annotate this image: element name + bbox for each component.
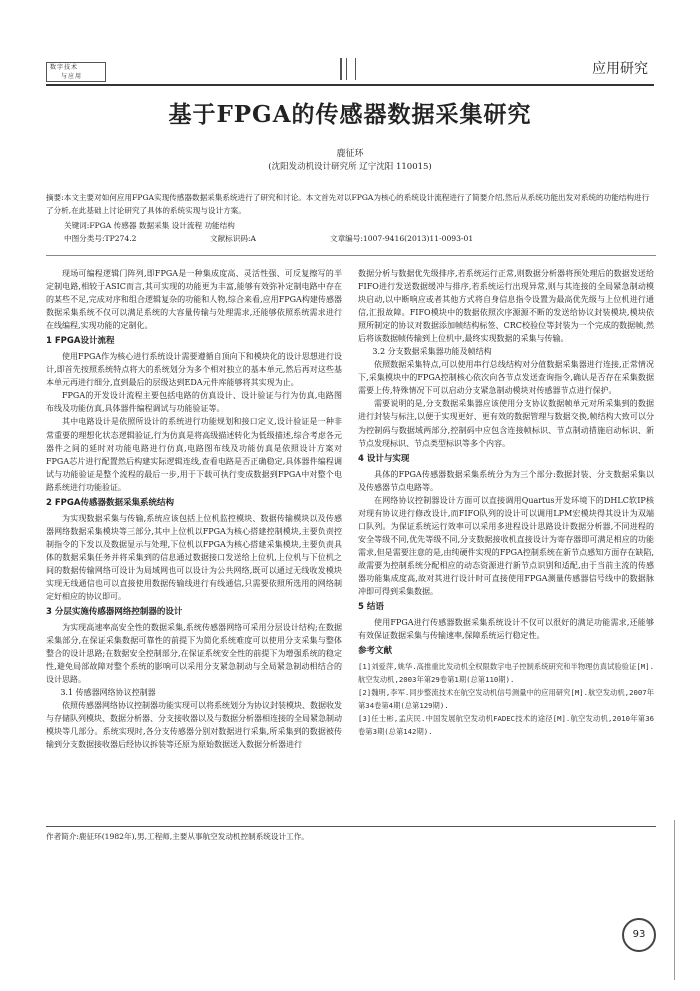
section-heading: 1 FPGA设计流程 [46,336,115,347]
author-affiliation: (沈阳发动机设计研究所 辽宁沈阳 110015) [268,162,432,172]
left-column [46,267,342,752]
reference-list [358,660,654,738]
paragraph: 为实现高速率高安全性的数据采集,系统传感器网络可采用分层设计结构;在数据采集部分,在保证采集数据可靠性的前提下为简化系统难度可以使用分支采集与整体整合的设计思路;在数据安全控制部分,在保证系统安全性的前提下为增强系统的稳定性,避免局部故障对整个系统的影响可以采用分支紧急制动与全局紧急制动相结合的设计思路。 [46,623,342,685]
author-name: 鹿征环 [336,149,364,159]
margin-rule [674,820,675,980]
paragraph: 使用FPGA作为核心进行系统设计需要遵循自顶向下和模块化的设计思想进行设计,即首先按照系统特点将大的系统划分为多个相对独立的基本单元,然后再对这些基本单元再进行细分,直到最后的层级达到EDA元件库能够将其实现为止。 [46,352,342,388]
paragraph: 为实现数据采集与传输,系统应该包括上位机监控模块、数据传输模块以及传感器网络数据采集模块等三部分,其中上位机以FPGA为核心搭建控制模块,主要负责控制指令的下发以及数据显示与处理,下位机以FPGA为核心搭建采集模块,主要负责具体的数据采集任务并将采集到的信息通过数据接口发送给上位机,上位机与下位机之间的数据传输网络可设计为局域网也可以设计为公共网络,既可以通过无线收发模块实现无线通信也可以直接使用数据传输线进行有线通信,只需要依照所选用的网络制定好相应的协议即可。 [46,513,342,602]
paragraph: 在网络协议控制器设计方面可以直接调用Quartus开发环境下的DHLC软IP核对现有协议进行修改设计,而FIFO队列的设计可以调用LPM宏模块得其设计为双端口队列。为保证系统运行效率可以采用多进程设计思路设计数据分析器,不同进程的安全等级不同,优先等级不同,分支数据接收机直接设计为寄存器即可满足相应的功能需求,但是需要注意的是,由纯硬件实现的FPGA控制系统在新节点感知方面存在缺陷,故需要为控制系统分配相应的动态资源进行新节点识别和适配,由于当前主流的传感器功能集成度高,故对其进行设计时可直接使用FPGA测量传感器信号线中的数据脉冲即可得到采集数据。 [358,495,654,597]
journal-logo-line2: 与应用 [61,73,83,80]
page-number: 93 [632,929,646,940]
reference-item: [2]魏明,李军.同步整流技术在航空发动机信号测量中的应用研究[M].航空发动机,2007年第34卷第4期(总第129期). [358,688,654,711]
paragraph: 需要说明的是,分支数据采集器应该使用分支协议数据帧单元对所采集到的数据进行封装与标注,以便于实现更好、更有效的数据管理与数据交换,帧结构大致可以分为控制码与数据域两部分,控制码中应包含连接帧标识、节点制动措施启动标识、新节点发现标识、节点类型标识等多个内容。 [358,399,654,448]
section-label: 应用研究 [592,61,648,77]
section-heading: 参考文献 [358,646,393,657]
paragraph: 其中电路设计是依照所设计的系统进行功能规划和接口定义,设计验证是一种非常重要的理想化状态逻辑验证,行为仿真是将高级描述转化为低级描述,综合考虑各元器件之间的延时对功能电路进行仿真,电路图布线及功能仿真是依照设计方案对FPGA芯片进行配置然后构建实际逻辑连线,查看电路是否正确稳定,具体器件编程调试与功能验证是整个流程的最后一步,用于下载可执行变成数据到FPGA中对整个电路系统进行功能验证。 [46,417,342,492]
reference-item: [3]任士彬,孟庆民.中国发展航空发动机FADEC技术的途径[M].航空发动机,2010年第36卷第3期(总第142期). [358,714,654,737]
abstract-separator [46,255,656,256]
page-number-badge [622,918,656,952]
author-footnote: 作者简介:鹿征环(1982年),男,工程师,主要从事航空发动机控制系统设计工作。 [46,832,309,841]
paragraph: 数据分析与数据优先级排序,若系统运行正常,则数据分析器将预处理后的数据发送给FIFO进行发送数据缓冲与排序,若系统运行出现异常,则与其连接的全局紧急制动模块启动,以中断响应或者其他方式将自身信息指令设置为最高优先级与上位机进行通信,汇报故障。FIFO模块中的数据依照次序源源不断的发送给协议封装模块,模块依照所制定的协议对数据添加帧结构标签、CRC校验位等封装为一个完成的数据帧,然后将该数据帧传输到上位机中,最终实现数据的采集与传输。 [358,269,654,344]
header-divider-bar [346,58,347,80]
journal-logo [46,62,106,82]
section-heading: 3 分层实施传感器网络控制器的设计 [46,607,183,618]
paragraph: 使用FPGA进行传感器数据采集系统设计不仅可以很好的满足功能需求,还能够有效保证数据采集与传输速率,保障系统运行稳定性。 [358,618,654,641]
header-divider-bar [340,58,342,80]
header-rule [46,84,654,86]
subsection-heading: 3.1 传感器网络协议控制器 [60,688,156,698]
footnote-rule [46,826,656,827]
paragraph: 依照数据采集特点,可以使用串行总线结构对分值数据采集器进行连接,正常情况下,采集模块中的FPGA控制核心依次向各节点发送查询指令,确认是否存在采集数据需要上传,特殊情况下可以启动分支紧急制动模块对传感器节点进行保护。 [358,360,654,396]
paper-title: 基于FPGA的传感器数据采集研究 [168,101,532,128]
reference-item: [1]刘爱萍,姚华.高推重比发动机全权限数字电子控制系统研究和半物理仿真试验验证[M].航空发动机,2003年第29卷第1期(总第110期). [358,662,654,685]
paragraph: 依照传感器网络协议控制器功能实现可以将系统划分为协议封装模块、数据收发与存储队列模块、数据分析器、分支接收器以及与数据分析器相连接的全局紧急制动模块等几部分。系统实现时,各分支传感器分别对数据进行采集,所采集到的数据被传输到分支数据接收器后经协议拆装等还原为原始数据送入数据分析器进行 [46,701,342,750]
keywords: 关键词:FPGA 传感器 数据采集 设计流程 功能结构 [64,221,235,230]
paragraph: 现场可编程逻辑门阵列,即FPGA是一种集成度高、灵活性强、可反复擦写的半定制电路,相较于ASIC而言,其可实现的功能更为丰富,能够有效弥补定制电路中存在的某些不足,完成对序和组合逻辑复杂的功能和人物,综合来看,应用FPGA构建传感器数据采集系统不仅可以满足系统的大容量传输与处理需求,还能够依照系统需求进行在线编程,实现功能的定制化。 [46,269,342,331]
paragraph: FPGA的开发设计流程主要包括电路的仿真设计、设计验证与行为仿真,电路图布线及功能仿真,具体器件编程调试与功能验证等。 [46,391,342,414]
abstract: 摘要:本文主要对如何应用FPGA实现传感器数据采集系统进行了研究和讨论。本文首先对以FPGA为核心的系统设计流程进行了简要介绍,然后从系统功能出发对系统的功能结构进行了分析,在此基础上讨论研究了具体的系统实现与设计方案。 [46,193,650,215]
section-heading: 2 FPGA传感器数据采集系统结构 [46,497,174,508]
section-heading: 4 设计与实现 [358,453,410,464]
document-code: 文献标识码:A [210,234,257,243]
section-heading: 5 结语 [358,602,384,613]
paragraph: 具体的FPGA传感器数据采集系统分为为三个部分:数据封装、分支数据采集以及传感器节点电路等。 [358,469,654,492]
article-number: 文章编号:1007-9416(2013)11-0093-01 [330,234,474,243]
right-column [358,267,654,738]
journal-logo-line1: 数字技术 [50,64,79,71]
subsection-heading: 3.2 分支数据采集器功能及帧结构 [372,347,492,357]
header-divider-bar [355,58,356,80]
classification-code: 中图分类号:TP274.2 [64,234,137,243]
